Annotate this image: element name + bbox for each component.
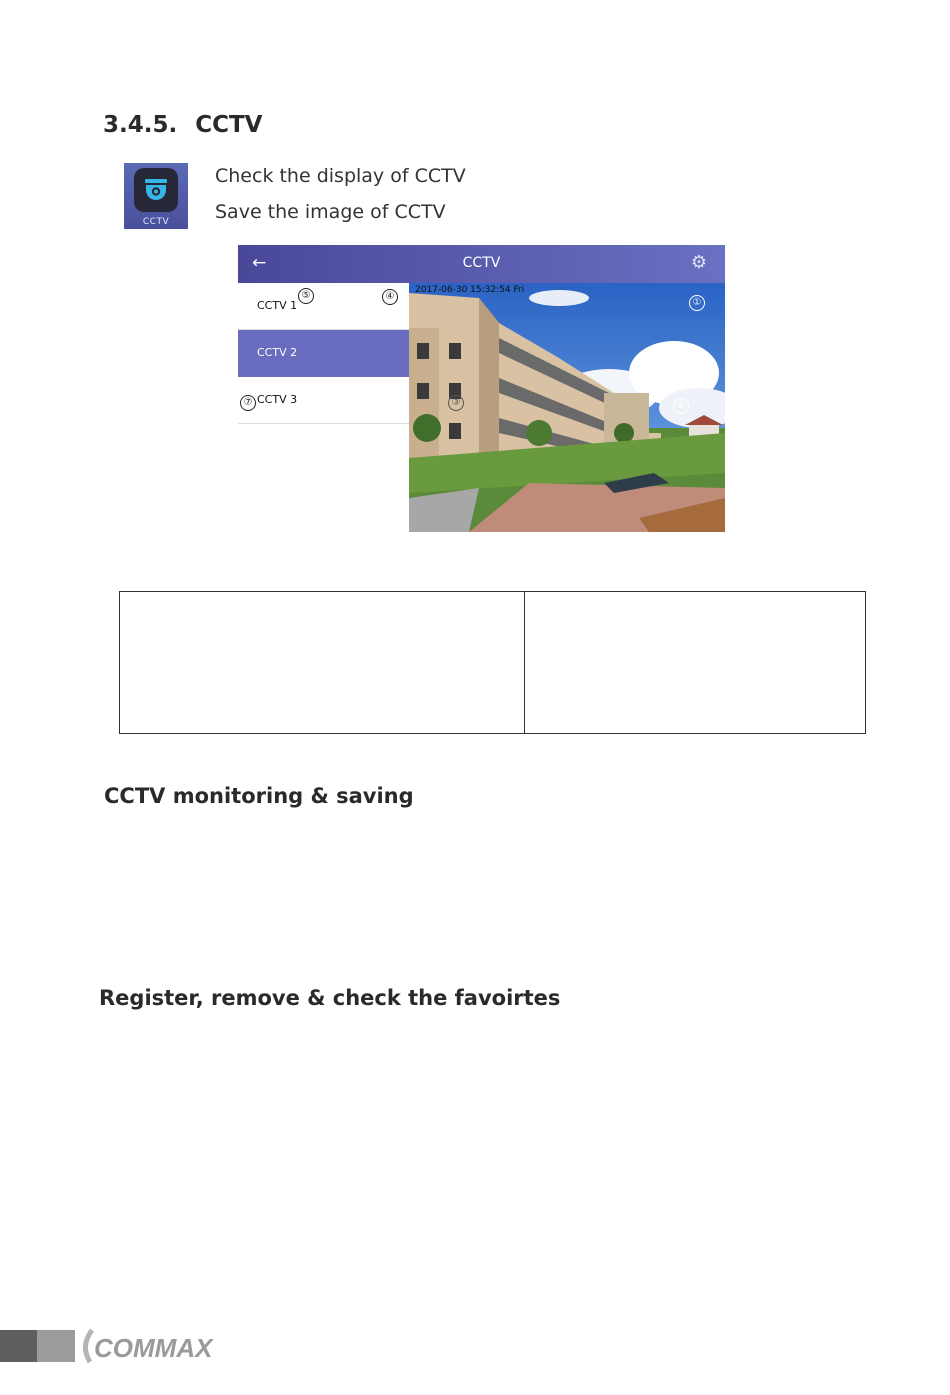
brand-text: COMMAX [94,1333,213,1363]
marker-4: ④ [382,289,398,305]
cctv-app-icon [124,163,188,229]
description-table [119,591,866,734]
camera-label: CCTV 2 [257,346,298,359]
section-title [103,112,262,138]
table-cell-right [525,592,866,734]
screen-title: CCTV [462,255,501,271]
intro-line-check: Check the display of CCTV [215,165,466,187]
marker-2: ② [673,398,689,414]
camera-view[interactable] [409,283,725,532]
back-arrow-icon[interactable]: ← [252,253,267,273]
heading-cctv-monitoring: CCTV monitoring & saving [104,784,414,808]
intro-line-save: Save the image of CCTV [215,201,446,223]
footer-bar-dark [0,1330,37,1362]
camera-list-item-3[interactable] [238,377,409,424]
security-camera-icon [134,168,178,212]
app-icon-label: CCTV [142,217,170,227]
footer-bar-light [37,1330,75,1362]
camera-label: CCTV 1 [257,299,298,312]
table-cell-left [120,592,525,734]
commax-logo [78,1326,250,1366]
marker-5: ⑤ [298,288,314,304]
marker-7: ⑦ [240,395,256,411]
camera-list-item-2[interactable] [238,330,409,377]
heading-favorites: Register, remove & check the favoirtes [99,986,561,1010]
section-number: 3.4.5. [103,112,178,138]
marker-1: ① [689,295,705,311]
camera-timestamp: 2017-06-30 15:32:54 Fri [415,285,525,295]
screen-topbar [238,245,725,283]
camera-label: CCTV 3 [257,393,298,406]
marker-3: ③ [448,395,464,411]
section-name: CCTV [195,112,263,138]
camera-list-item-1[interactable] [238,283,409,330]
gear-icon[interactable]: ⚙ [690,252,707,273]
cctv-screen [238,245,725,532]
